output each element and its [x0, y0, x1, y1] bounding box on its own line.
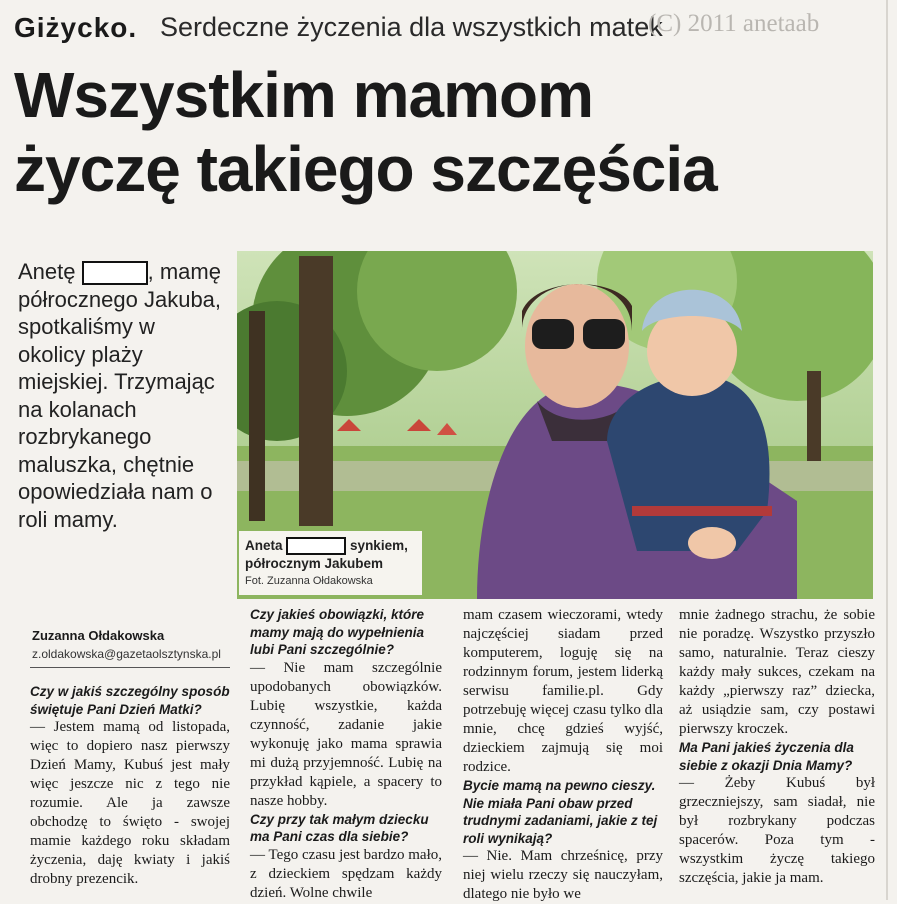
interview-answer: mam czasem wieczorami, wtedy najczęściej siadam przed komputerem, loguję się na rodzinnym forum, jestem liderką serwisu familie.pl. Gdy potrzebuję więcej czasu tylko dla mnie, chcę gdzieś wyjść, dzieckiem zajmują się moi rodzice. — [463, 607, 663, 775]
article-column-3 — [463, 606, 663, 904]
byline-divider — [30, 667, 230, 668]
interview-question: Bycie mamą na pewno cieszy. Nie miała Pani obaw przed trudnymi zadaniami, jakie z tej roli wynikają? — [463, 778, 658, 846]
lead-paragraph — [18, 258, 223, 533]
article-column-2 — [250, 606, 442, 903]
kicker-city: Giżycko. — [14, 12, 138, 43]
photo-caption — [239, 531, 422, 595]
copyright-watermark: (C) 2011 anetaab — [648, 10, 820, 37]
byline-email[interactable]: z.oldakowska@gazetaolsztynska.pl — [32, 647, 221, 661]
byline-author: Zuzanna Ołdakowska — [32, 628, 165, 643]
headline — [14, 58, 894, 206]
interview-answer: — Nie mam szczególnie upodobanych obowiązków. Lubię wszystkie, każda czynność, zadanie jakie wykonuję jako mama sprawia mi dużą przyjemność. Lubię na przykład kąpiele, a spacery to nasze hobby. — [250, 659, 442, 809]
interview-answer: — Jestem mamą od listopada, więc to dopiero nasz pierwszy Dzień Mamy, Kubuś jest mały więc jeszcze nic z tego nie rozumie. Ale ja zawsze obchodzę to święto - swojej mamie każdego roku składam życzenia, daję kwiaty i jakiś drobny prezencik. — [30, 719, 230, 887]
headline-line-1: Wszystkim mamom — [14, 59, 593, 131]
page-edge — [886, 0, 888, 900]
article-column-1 — [30, 683, 230, 889]
headline-line-2: życzę takiego szczęścia — [14, 133, 717, 205]
interview-question: Czy przy tak małym dziecku ma Pani czas dla siebie? — [250, 811, 429, 844]
caption-line-1 — [245, 537, 422, 555]
interview-answer: — Żeby Kubuś był grzeczniejszy, sam siadał, nie był rozbrykany podczas spacerów. Poza tym - wszystkim życzę takiego szczęścia, jakie ja mam. — [679, 775, 875, 886]
redacted-name-box — [82, 261, 148, 285]
interview-question: Czy jakieś obowiązki, które mamy mają do wypełnienia lubi Pani szczególnie? — [250, 607, 425, 657]
lead-text-start: Anetę — [18, 259, 76, 284]
interview-answer: — Nie. Mam chrześnicę, przy niej wielu rzeczy się nauczyłam, dlatego nie było we — [463, 848, 663, 902]
caption-line-2: półrocznym Jakubem — [245, 556, 384, 572]
photo-credit: Fot. Zuzanna Ołdakowska — [245, 575, 373, 588]
kicker-subtitle: Serdeczne życzenia dla wszystkich matek — [160, 12, 663, 42]
interview-answer: mnie żadnego strachu, że sobie nie poradzę. Wszystko przyszło samo, naturalnie. Teraz cieszy każdy mały sukces, czekam na każdy „pierwszy raz” dziecka, aż usiądzie sam, czy postawi pierwszy kroczek. — [679, 607, 875, 737]
article-column-4 — [679, 606, 875, 888]
caption-name: Aneta — [245, 538, 283, 553]
caption-text: synkiem, — [350, 538, 408, 553]
lead-text-rest: , mamę półrocznego Jakuba, spotkaliśmy w okolicy plaży miejskiej. Trzymając na kolanach rozbrykanego maluszka, chętnie opowiedziała nam o roli mamy. — [18, 259, 222, 532]
interview-answer: — Tego czasu jest bardzo mało, z dzieckiem spędzam każdy dzień. Wolne chwile — [250, 846, 442, 901]
interview-question: Ma Pani jakieś życzenia dla siebie z okazji Dnia Mamy? — [679, 740, 854, 773]
interview-question: Czy w jakiś szczególny sposób świętuje Pani Dzień Matki? — [30, 684, 230, 717]
caption-redacted-box — [286, 537, 346, 555]
